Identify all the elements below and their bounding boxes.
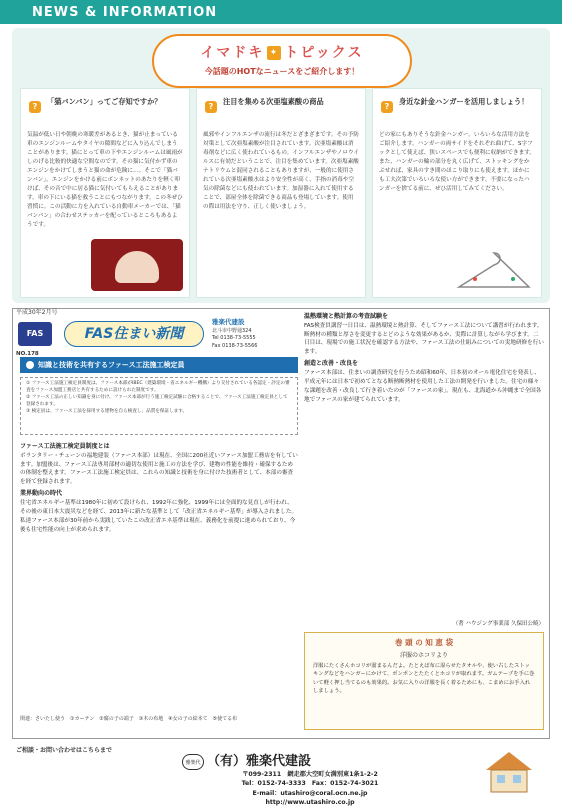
house-illustration: [482, 748, 536, 794]
footnote: 関連：さいたし使う ①カーテン ②腐の子の端子 ③木の布地 ④女の子の絵本て ⑤使てる布: [20, 716, 238, 722]
topics-section: [12, 28, 550, 303]
publisher-line: Tel 0138-73-5555: [212, 335, 256, 342]
notes-box: ① ファース工法施工検定員制度は、ファース本部がIBEC（建築環境・省エネルギー機構）より交付されている各認定・評定の審査をファース加盟工務店と共有するために設けられた制度です。 ② ファース工法の正しい知識を身に付け、ファース本部が行う施工検定試験に合格することで、ファース工法施工検定員として登録されます。 ③ 検定員は、ファース工法を採用する建物を自ら検査し、品質を保証します。: [20, 377, 298, 435]
topic-title: 「猫バンバン」ってご存知ですか？: [47, 97, 162, 106]
company-logo: 雅楽代: [182, 754, 204, 770]
question-icon: ?: [205, 101, 217, 113]
topics-banner: [152, 34, 412, 88]
topic-title: 注目を集める次亜塩素酸の商品: [223, 97, 324, 106]
topic-card-hypochlorous: [196, 88, 366, 298]
banner-title-right: トピックス: [284, 45, 364, 61]
section-subhead: 知識と技術を共有するファース工法施工検定員: [20, 357, 298, 373]
topic-header: [197, 89, 365, 127]
tips-body: 洋服にたくさんホコリが溜まるんだよ。たとえば布に湿らせたタオルや、使い古したストッキングなどをハンガーにかけて、ポンポンとたたくとホコリが取れます。ガムテープを手に巻いて軽く押し当てるのも効果的。お気に入りの洋服を長く着るためにも、こまめにお手入れしましょう。: [313, 662, 535, 695]
section-heading: ファース工法施工検定員制度とは: [20, 443, 110, 450]
topic-body: 気温が低い日や朝晩の寒暖差があるとき、猫が止まっている車のエンジンルームやタイヤの隙間などに入り込んでしまうことがあります。猫にとって車の下やエンジンルームは風雨がしのげる比較的快適な空間なのです。その猫に気付かず車のエンジンをかけてしまうと猫の命が危険に…。そこで「猫バンバン」。エンジンをかける前にボンネットのあたりを軽く叩けば、その音で中に居る猫に気付いてもらえることがあります。車の下にいる猫を救うことにもつながります。この冬ぜひ習慣に。この活動に力を入れている自動車メーカーでは、「猫バンバン」の合わせステッカーを配っているところもあるようです。: [27, 132, 183, 229]
question-icon: ?: [381, 101, 393, 113]
contact-footer: [12, 742, 550, 806]
section-body: 住宅省エネルギー基準は1980年に初めて設けられ、1992年に強化、1999年には全面的な見直しが行われ、その後の東日本大震災などを経て、2013年に新たな基準として「改正省エネルギー基準」が導入されました。私達ファース本部が30年前から実践していたこの改正省エネ基準は現在、義務化を前提に進められており、今後も住宅性能の向上が求められます。: [20, 499, 298, 533]
section-body: ボランタリー・チェーンの福地建装（ファース本部）は現在、全国に200社近いファース加盟工務店を有しています。加盟後は、ファース工法専用部材の適切な使用と施工の方法を学び、建物の性能を維持・確保するための体制を整えます。ファース工法施工検定員は、これらの知識と技術を身に付けた技術者として、本部の審査を経て登録されます。: [20, 452, 298, 486]
right-column: [304, 312, 544, 405]
topic-body: どの家にもありそうな針金ハンガー。いろいろな活用方法をご紹介します。ハンガーの両サイドをそれぞれ曲げて、S字フックとして使えば、狭いスペースでも便利に収納ができます。また、ハンガーの輪の部分を丸く広げて、ストッキングをかぶせれば、家具のすき間のほこり取りにも使えます。ほかにも工夫次第でいろいろな使い方ができます。不要になったハンガーを捨てる前に、ぜひ活用してみてください。: [379, 132, 535, 193]
issue-number: NO.178: [16, 351, 39, 357]
tips-subtitle: 洋服のホコリより: [399, 651, 448, 659]
cat-car-illustration: [91, 239, 183, 291]
tips-title: 巻 頭 の 知 恵 袋: [394, 638, 454, 647]
topic-header: [21, 89, 189, 127]
contact-label: ご相談・お問い合わせはこちらまで: [16, 747, 113, 754]
publisher-line: 北斗市中野通324: [212, 327, 252, 334]
publisher-block: [212, 318, 290, 350]
section-body: ファース本部は、住まいの調査研究を行うため昭和60年、日本初のオール電化住宅を発表し、平成元年には日本で初めてとなる断熱断熱材を使用した工法の開発を行いました。住宅の様々な課題を改善・改良して行き着いたのが「ファースの家」。現在も、北海道から沖縄まで全国各地でファースの家が建てられています。: [304, 369, 542, 403]
newspaper-title: FAS住まい新聞: [64, 321, 204, 347]
topic-title: 身近な針金ハンガーを活用しましょう！: [399, 97, 529, 106]
website-line[interactable]: http://www.utashiro.co.jp: [265, 798, 355, 806]
company-address: [190, 770, 430, 807]
question-icon: ?: [29, 101, 41, 113]
left-column: [20, 442, 298, 535]
issue-date: 平成30年2月号: [16, 309, 58, 316]
company-name: （有）雅楽代建設: [207, 754, 312, 769]
address-line: 〒099-2311 網走郡大空町女満別東1条1-2-2: [242, 771, 378, 778]
banner-title-left: イマドキ: [200, 45, 265, 61]
author-caption: （著 ハウジング事業部 久保田公暁）: [452, 621, 544, 627]
sparkle-icon: ✦: [267, 46, 281, 60]
topic-body: 風邪やインフルエンザの流行は冬だとざまざまです。その予防対策として次亜塩素酸が注目されています。次亜塩素酸は消毒剤などに広く使われているもの。インフルエンザやノロウイルスに有効だということで、注目を集めています。次亜塩素酸ナトリウムと混同されることもありますが、一般的に使用されている次亜塩素酸水はより安全性が高く、手指の消毒や空気の除菌などにも使われています。加湿器に入れて使用することで、部屋全体を除菌できる商品も登場しています。使用の際は用法を守り、正しく使いましょう。: [203, 132, 360, 211]
phone-line: Tel：0152-74-3333 Fax：0152-74-3021: [241, 780, 379, 788]
section-heading: 創造と改善・改良を: [304, 360, 359, 368]
publisher-line: Fax 0138-73-5566: [212, 342, 258, 349]
banner-subtitle: 今話題のHOTなニュースをご紹介します！: [204, 66, 360, 76]
section-heading: 温熱環境と熱計算の考査試験を: [304, 313, 389, 320]
publisher-name: 雅楽代建設: [212, 318, 245, 326]
hanger-illustration: [455, 249, 533, 293]
header-title: NEWS & INFORMATION: [32, 5, 218, 20]
email-line: E-mail：utashiro@coral.ocn.ne.jp: [252, 789, 368, 797]
banner-title: [154, 43, 410, 65]
topic-header: [373, 89, 541, 127]
section-body: FAS検査員講習一日目は、温熱環境と熱計算、そしてファース工法について講習が行われます。断熱材の種類と厚さを変更するとどのような効果があるか、実際に計算しながら学びます。二日目は、現場での施工状況を確認する方法や、ファース工法の仕組みについての実地研修を行います。: [304, 322, 544, 356]
topic-card-hanger: [372, 88, 542, 298]
section-heading: 業界動向の時代: [20, 490, 63, 498]
topic-card-cat: [20, 88, 190, 298]
header-bar: [0, 0, 562, 24]
fas-logo: FAS: [18, 322, 52, 346]
